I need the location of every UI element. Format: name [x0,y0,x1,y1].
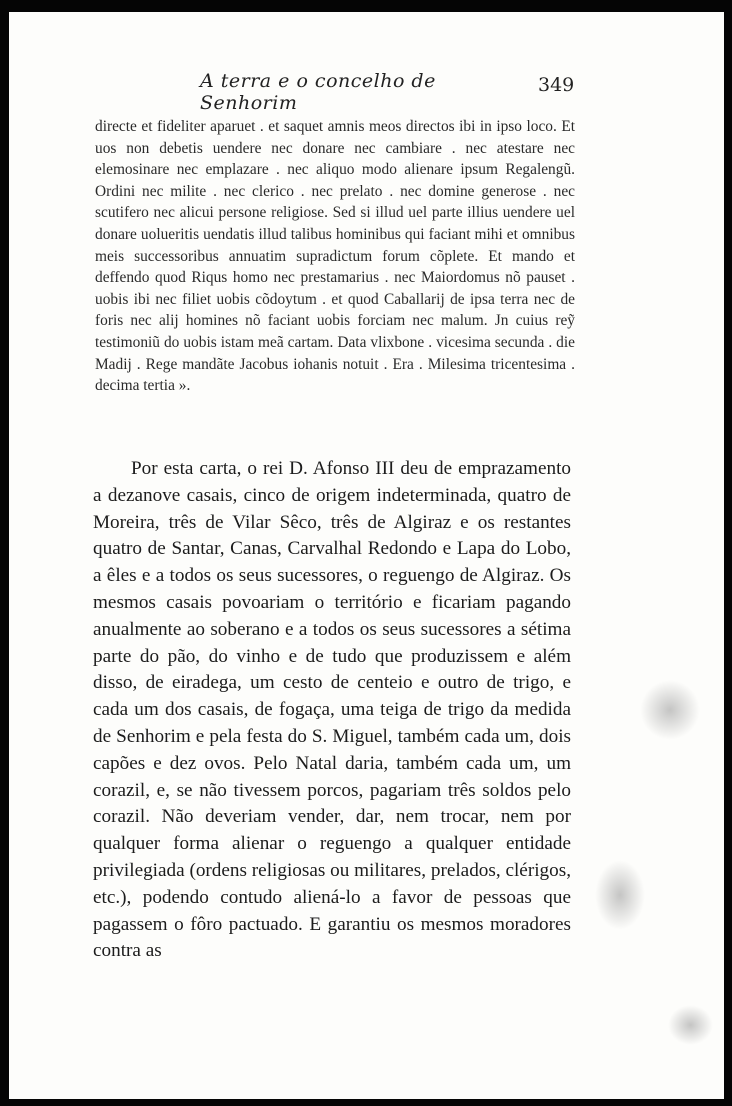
scan-border-bottom [0,1099,732,1106]
latin-document-quote [95,116,575,397]
paper-stain [640,680,700,740]
running-head: A terra e o concelho de Senhorim [200,70,436,114]
scan-border-top [0,0,732,12]
page-number: 349 [538,74,575,96]
quote-paragraph: directe et fideliter aparuet . et saquet amnis meos directos ibi in ipso loco. Et uos non debetis uendere nec donare nec cambiare . nec atestare nec elemosinare nec emplazare . nec aliquo modo alienare ipsum Regalengũ. Ordini nec milite . nec clerico . nec prelato . nec domine generose . nec scutifero nec alicui persone religiose. Sed si illud uel parte illius uendere uel donare uolueritis uendatis illud talibus hominibus qui faciant mihi et omnibus meis successoribus annuatim supradictum forum cõplete. Et mando et deffendo quod Riqus homo nec prestamarius . nec Maiordomus nõ pauset . uobis ibi nec filiet uobis cõdoytum . et quod Caballarij de ipsa terra nec de foris nec alij homines nõ faciant uobis forciam nec malum. Jn cuius reỹ testimoniũ do uobis istam meã cartam. Data vlixbone . vicesima secunda . die Madij . Rege mandãte Jacobus iohanis notuit . Era . Milesima tricentesima . decima tertia ». [95,118,575,395]
paper-stain [595,860,645,930]
body-paragraph-block [93,456,571,965]
scan-border-left [0,0,9,1106]
body-paragraph: Por esta carta, o rei D. Afonso III deu de emprazamento a dezanove casais, cinco de origem indeterminada, quatro de Moreira, três de Vilar Sêco, três de Algiraz e os restantes quatro de Santar, Canas, Carvalhal Redondo e Lapa do Lobo, a êles e a todos os seus sucessores, o reguengo de Algiraz. Os mesmos casais povoariam o território e ficariam pagando anualmente ao soberano e a todos os seus sucessores a sétima parte do pão, do vinho e de tudo que produzissem e além disso, de eiradega, um cesto de centeio e outro de trigo, e cada um dos casais, de fogaça, uma teiga de trigo da medida de Senhorim e pela festa do S. Miguel, também cada um, dois capões e dez ovos. Pelo Natal daria, também cada um, um corazil, e, se não tivessem porcos, pagariam três soldos pelo corazil. Não deveriam vender, dar, nem trocar, nem por qualquer forma alienar o reguengo a qualquer entidade privilegiada (ordens religiosas ou militares, prelados, clérigos, etc.), podendo contudo aliená-lo a favor de pessoas que pagassem o fôro pactuado. E garantiu os mesmos moradores contra as [93,458,571,962]
paper-stain [668,1005,713,1045]
scan-border-right [724,0,732,1106]
